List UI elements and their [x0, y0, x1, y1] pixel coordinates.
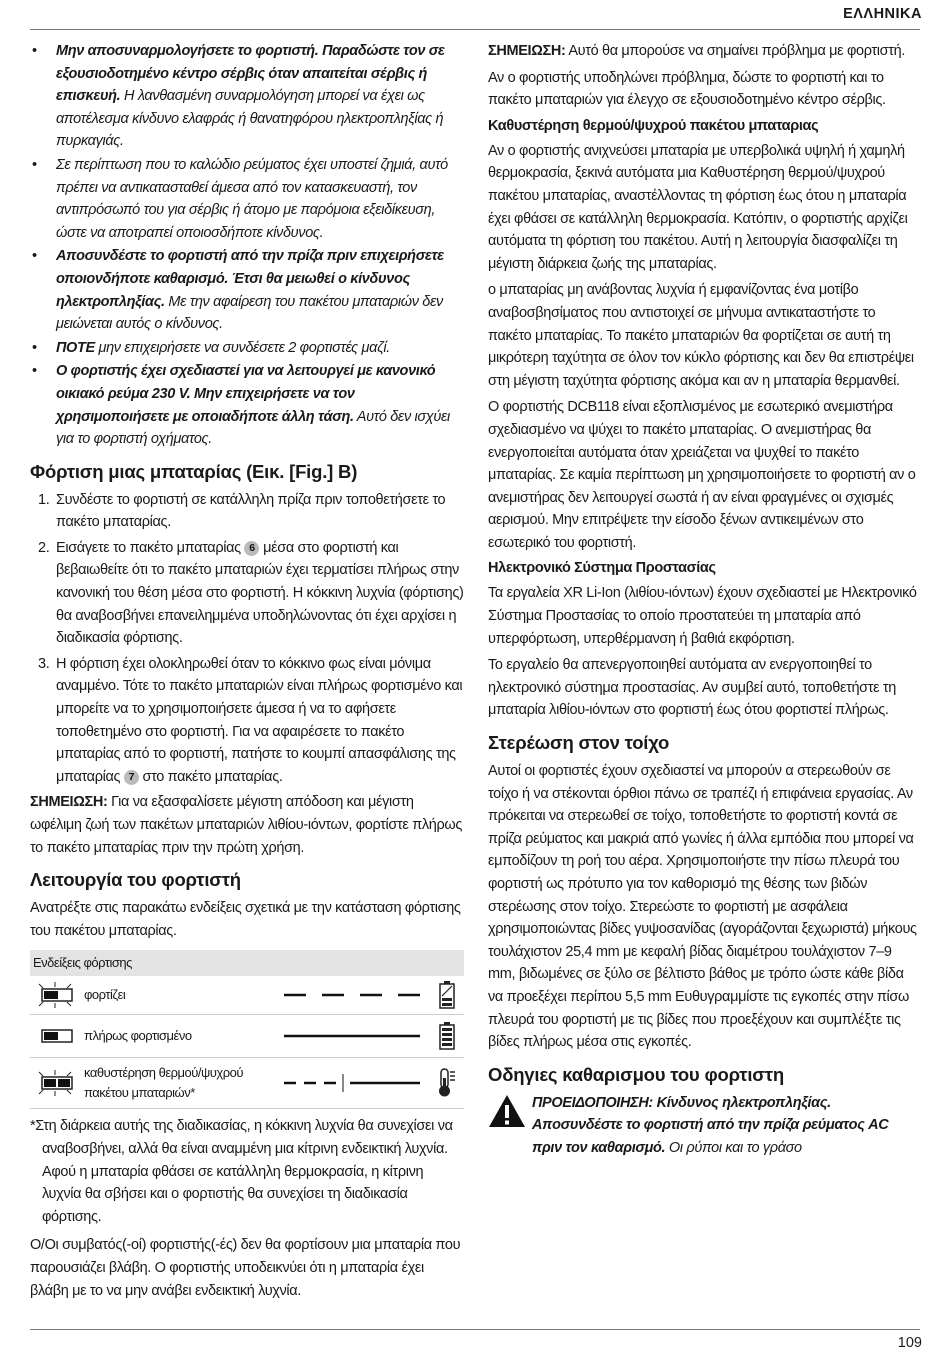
- right-column: [488, 40, 920, 1160]
- language-header: ΕΛΛΗΝΙΚΑ: [843, 6, 922, 22]
- operation-text: Ανατρέξτε στις παρακάτω ενδείξεις σχετικά με την κατάσταση φόρτισης του πακέτου μπαταρίας.: [30, 900, 461, 939]
- table-row: [30, 1058, 464, 1109]
- wall-mount-paragraph: Αυτοί οι φορτιστές έχουν σχεδιαστεί να μπορούν α στερεωθούν σε τοίχο ή να στέκονται όρθιοι πάνω σε τραπέζι ή επιφάνεια εργασίας. Αν πρόκειται να στερεωθεί σε τοίχο, τοποθετήστε το φορτιστή κοντά σε πρίζα ρεύματος και μακριά από γωνίες ή άλλα εμπόδια που μπορεί να εμποδίζουν τη ροή του αέρα. Χρησιμοποιήστε την πίσω πλευρά του φορτιστή ως πρότυπο για τον καθορισμό της θέσης των βιδών στερέωσης στον τοίχο. Στερεώστε το φορτιστή με ασφάλεια χρησιμοποιώντας βίδες γυψοσανίδας (αγοράζονται ξεχωριστά) μήκους τουλάχιστον 25,4 mm με κεφαλή βίδας διαμέτρου τουλάχιστον 7–9 mm, βιδωμένες σε ξύλο σε βέλτιστο βάθος με τρόπο ώστε κάθε βίδα να προεξέχει περίπου 5,5 mm Ευθυγραμμίστε τις εγκοπές στην πίσω πλευρά του φορτιστή με τις βίδες που προεξέχουν και συμπλέξτε τις βίδες πλήρως μέσα στις εγκοπές.: [488, 763, 917, 1051]
- table-row: [30, 976, 464, 1015]
- fan-paragraph: Ο φορτιστής DCB118 είναι εξοπλισμένος με εσωτερικό ανεμιστήρα σχεδιασμένο να ψύχει το πακέτο μπαταρίας. Ο ανεμιστήρας θα ενεργοποιείται αυτόματα όταν χρειάζεται να ψυχθεί το πακέτο μπαταρίας. Σε καμία περίπτωση μη χρησιμοποιήσετε το φορτιστή αν ο ανεμιστήρας δεν λειτουργεί σωστά ή αν είναι φραγμένες οι σχισμές αερισμού. Μην επιτρέψετε την είσοδο ξένων αντικειμένων στο εσωτερικό του φορτιστή.: [488, 399, 916, 551]
- safety-bullet: • ΠΟΤΕ μην επιχειρήσετε να συνδέσετε 2 φορτιστές μαζί.: [32, 339, 390, 356]
- hot-cold-heading: Καθυστέρηση θερμού/ψυχρού πακέτου μπαταριας: [488, 117, 819, 134]
- note-paragraph: ΣΗΜΕΙΩΣΗ: Για να εξασφαλίσετε μέγιστη απόδοση και μέγιστη ωφέλιμη ζωή των πακέτων μπαταριών λιθίου-ιόντων, φορτίστε πλήρως το πακέτο μπαταρίας πριν την πρώτη χρήση.: [30, 794, 462, 856]
- charging-step: 3. Η φόρτιση έχει ολοκληρωθεί όταν το κόκκινο φως είναι μόνιμα αναμμένο. Τότε το πακέτο μπαταριών είναι πλήρως φορτισμένο και μπορείτε να το χρησιμοποιήσετε άμεσα ή να το αφήσετε τοποθετημένο στο φορτιστή. Για να αφαιρέσετε το πακέτο μπαταρίας από το φορτιστή, πατήστε το κουμπί απασφάλισης της μπαταρίας 7 στο πακέτο μπαταρίας.: [38, 655, 463, 785]
- note-paragraph: ΣΗΜΕΙΩΣΗ: Αυτό θα μπορούσε να σημαίνει πρόβλημα με φορτιστή.: [488, 43, 906, 59]
- protection-heading: Ηλεκτρονικό Σύστημα Προστασίας: [488, 560, 716, 577]
- callout-badge: 7: [124, 770, 139, 785]
- header-rule: [30, 29, 920, 30]
- solid-led-icon: [30, 1023, 84, 1049]
- operation-heading: Λειτουργία του φορτιστή: [30, 869, 241, 891]
- mixed-pattern-icon: [274, 1073, 430, 1093]
- table-row: [30, 1015, 464, 1058]
- solid-pattern-icon: [274, 1031, 430, 1041]
- table-header: Ενδείξεις φόρτισης: [30, 950, 464, 976]
- safety-bullet: • Αποσυνδέστε το φορτιστή από την πρίζα πριν επιχειρήσετε οποιονδήποτε καθαρισμό. Έτσι θα μειωθεί ο κίνδυνος ηλεκτροπληξίας. Με την αφαίρεση του πακέτου μπαταριών δεν μειώνεται αυτός ο κίνδυνος.: [32, 248, 444, 333]
- charging-step: 2. Εισάγετε το πακέτο μπαταρίας 6 μέσα στο φορτιστή και βεβαιωθείτε ότι το πακέτο μπαταριών έχει τερματίσει πλήρως στην κανονική του θέση μέσα στο φορτιστή. Η κόκκινη λυχνία (φόρτισης) θα αναβοσβήνει επανειλημμένα υποδηλώνοντας ότι έχει αρχίσει η διαδικασία φόρτισης.: [38, 539, 464, 647]
- charging-steps: [30, 489, 464, 789]
- thermometer-icon: [430, 1068, 464, 1098]
- problem-paragraph: Αν ο φορτιστής υποδηλώνει πρόβλημα, δώστε το φορτιστή και το πακέτο μπαταριών για έλεγχο σε εξουσιοδοτημένο κέντρο σέρβις.: [488, 69, 886, 109]
- warning-text: ΠΡΟΕΙΔΟΠΟΙΗΣΗ: Κίνδυνος ηλεκτροπληξίας. Αποσυνδέστε το φορτιστή από την πρίζα ρεύματος AC πριν τον καθαρισμό. Οι ρύποι και το γράσο: [532, 1094, 889, 1156]
- double-led-icon: [30, 1070, 84, 1096]
- warning-triangle-icon: [488, 1092, 532, 1136]
- safety-bullet-list: [30, 40, 464, 451]
- hot-cold-paragraph: Αν ο φορτιστής ανιχνεύσει μπαταρία με υπερβολικά υψηλή ή χαμηλή θερμοκρασία, ξεκινά αυτόματα μια Καθυστέρηση θερμού/ψυχρού πακέτου μπαταρίας, αναστέλλοντας τη φόρτιση έως ότου η μπαταρία έχει φθάσει σε κατάλληλη θερμοκρασία. Κατόπιν, ο φορτιστής αρχίζει αυτόματα τη φόρτιση του πακέτου. Αυτή η λειτουργία διασφαλίζει τη μέγιστη διάρκεια ζωής της μπαταρίας.: [488, 142, 908, 272]
- wall-mount-heading: Στερέωση στον τοίχο: [488, 732, 670, 754]
- left-column: [30, 40, 464, 1306]
- damaged-battery-paragraph: Ο/Οι συμβατός(-οί) φορτιστής(-ές) δεν θα φορτίσουν μια μπαταρία που παρουσιάζει βλάβη. Ο φορτιστής υποδεικνύει ότι η μπαταρία έχει βλάβη με το να μην ανάβει ενδεικτική λυχνία.: [30, 1237, 461, 1299]
- charging-heading: Φόρτιση μιας μπαταρίας (Εικ. [Fig.] B): [30, 460, 358, 482]
- indicator-label: καθυστέρηση θερμού/ψυχρού πακέτου μπαταριών*: [84, 1065, 243, 1101]
- safety-bullet: • Ο φορτιστής έχει σχεδιαστεί για να λειτουργεί με κανονικό οικιακό ρεύμα 230 V. Μην επιχειρήσετε να τον χρησιμοποιήσετε με οποιαδήποτε άλλη τάση. Αυτό δεν ισχύει για το φορτιστή οχήματος.: [32, 363, 450, 448]
- charge-indicator-table: [30, 950, 464, 1109]
- indicator-label: φορτίζει: [84, 987, 126, 1003]
- cleaning-heading: Οδηγιες καθαρισμου του φορτιστη: [488, 1063, 784, 1085]
- blinking-led-icon: [30, 982, 84, 1008]
- safety-bullet: • Μην αποσυναρμολογήσετε το φορτιστή. Παραδώστε τον σε εξουσιοδοτημένο κέντρο σέρβις όταν απαιτείται σέρβις ή επισκευή. Η λανθασμένη συναρμολόγηση μπορεί να έχει ως αποτέλεσμα κίνδυνο ελαφράς ή θανατηφόρου ηλεκτροπληξίας ή πυρκαγιάς.: [32, 43, 445, 150]
- battery-charging-icon: [430, 981, 464, 1009]
- charging-step: 1. Συνδέστε το φορτιστή σε κατάλληλη πρίζα πριν τοποθετήσετε το πακέτο μπαταρίας.: [38, 491, 446, 531]
- indicator-label: πλήρως φορτισμένο: [84, 1028, 192, 1044]
- protection-paragraph-2: Το εργαλείο θα απενεργοποιηθεί αυτόματα αν ενεργοποιηθεί το ηλεκτρονικό σύστημα προστασίας. Αν συμβεί αυτό, τοποθετήστε τη μπαταρία λιθίου-ιόντων στο φορτιστή έως ότου φορτιστεί πλήρως.: [488, 657, 897, 719]
- cleaning-warning: [488, 1092, 920, 1160]
- footer-rule: [30, 1329, 920, 1330]
- battery-full-icon: [430, 1022, 464, 1050]
- footnote: *Στη διάρκεια αυτής της διαδικασίας, η κόκκινη λυχνία θα συνεχίσει να αναβοσβήνει, αλλά θα είναι αναμμένη μια κίτρινη ενδεικτική λυχνία. Αφού η μπαταρία φθάσει σε κατάλληλη θερμοκρασία, η κίτρινη λυχνία θα σβήσει και ο φορτιστής θα συνεχίσει τη διαδικασία φόρτισης.: [30, 1118, 453, 1225]
- dashed-pattern-icon: [274, 990, 430, 1000]
- callout-badge: 6: [244, 541, 259, 556]
- protection-paragraph: Τα εργαλεία XR Li-Ion (λιθίου-ιόντων) έχουν σχεδιαστεί με Ηλεκτρονικό Σύστημα Προστασίας το οποίο προστατεύει τη μπαταρία από υπερφόρτωση, υπερθέρμανση ή βαθιά εκφόρτιση.: [488, 585, 917, 647]
- page-number: 109: [897, 1335, 922, 1351]
- safety-bullet: • Σε περίπτωση που το καλώδιο ρεύματος έχει υποστεί ζημιά, αυτό πρέπει να αντικατασταθεί άμεσα από τον κατασκευαστή, τον αντιπρόσωπό του για σέρβις ή άτομο με παρόμοια εξειδίκευση, ώστε να αποτραπεί οποιοσδήποτε κίνδυνος.: [32, 156, 448, 241]
- hot-cold-paragraph-2: ο μπαταρίας μη ανάβοντας λυχνία ή εμφανίζοντας ένα μοτίβο αναβοσβησίματος που αντιστοιχεί σε μήνυμα αντικαταστήστε το πακέτο μπαταρίας. Το πακέτο μπαταριών θα φορτίζεται σε αυτή τη μικρότερη ταχύτητα σε όλον τον κύκλο φόρτισης και δεν θα επιστρέψει στη μέγιστη ταχύτητα φόρτισης ακόμα και αν η μπαταρία θερμανθεί.: [488, 282, 914, 389]
